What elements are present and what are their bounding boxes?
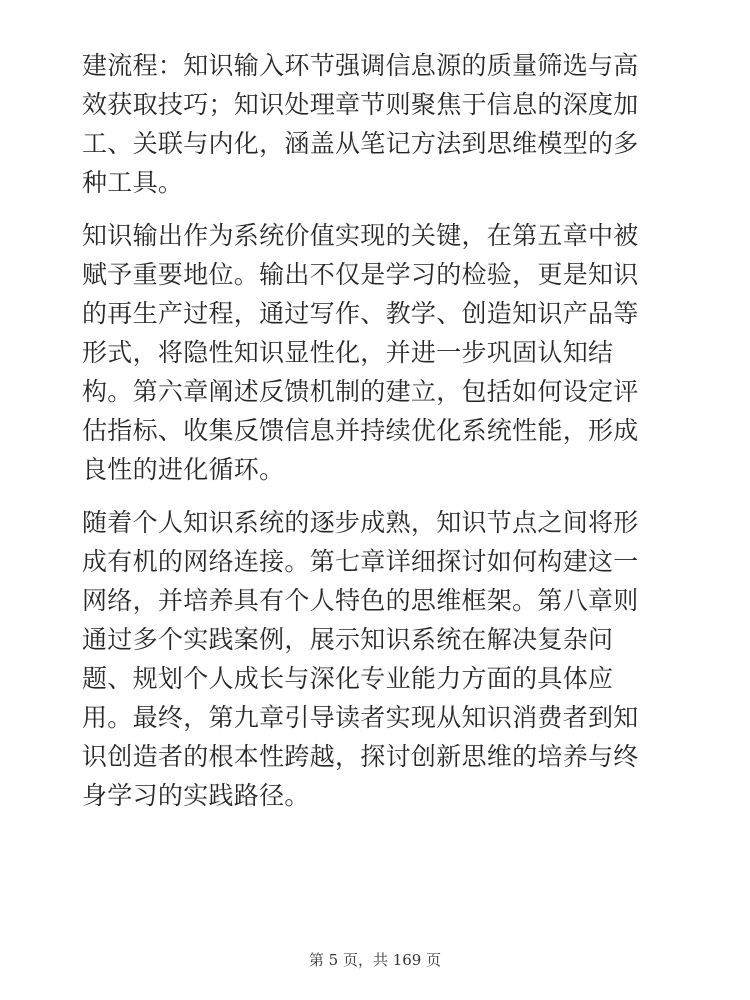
text-line: 构。第六章阐述反馈机制的建立，包括如何设定评 [82,377,639,406]
page-number-footer: 第 5 页，共 169 页 [308,951,442,969]
text-line: 效获取技巧；知识处理章节则聚焦于信息的深度加 [82,90,639,119]
text-line: 估指标、收集反馈信息并持续优化系统性能，形成 [82,416,639,445]
text-line: 通过多个实践案例，展示知识系统在解决复杂问 [82,625,614,654]
text-line: 种工具。 [82,168,184,197]
text-line: 随着个人知识系统的逐步成熟，知识节点之间将形 [82,508,639,537]
paragraph-2 [82,216,688,489]
text-line: 赋予重要地位。输出不仅是学习的检验，更是知识 [82,260,639,289]
text-line: 的再生产过程，通过写作、教学、创造知识产品等 [82,299,639,328]
text-line: 身学习的实践路径。 [82,781,310,810]
body-text [82,46,688,829]
text-line: 网络，并培养具有个人特色的思维框架。第八章则 [82,586,639,615]
text-line: 工、关联与内化，涵盖从笔记方法到思维模型的多 [82,129,639,158]
paragraph-1 [82,46,688,202]
paragraph-3 [82,503,688,815]
text-line: 成有机的网络连接。第七章详细探讨如何构建这一 [82,547,639,576]
text-line: 建流程：知识输入环节强调信息源的质量筛选与高 [82,51,639,80]
text-line: 用。最终，第九章引导读者实现从知识消费者到知 [82,703,639,732]
text-line: 知识输出作为系统价值实现的关键，在第五章中被 [82,221,639,250]
text-line: 形式，将隐性知识显性化，并进一步巩固认知结 [82,338,614,367]
text-line: 题、规划个人成长与深化专业能力方面的具体应 [82,664,614,693]
text-line: 良性的进化循环。 [82,455,285,484]
text-line: 识创造者的根本性跨越，探讨创新思维的培养与终 [82,742,639,771]
